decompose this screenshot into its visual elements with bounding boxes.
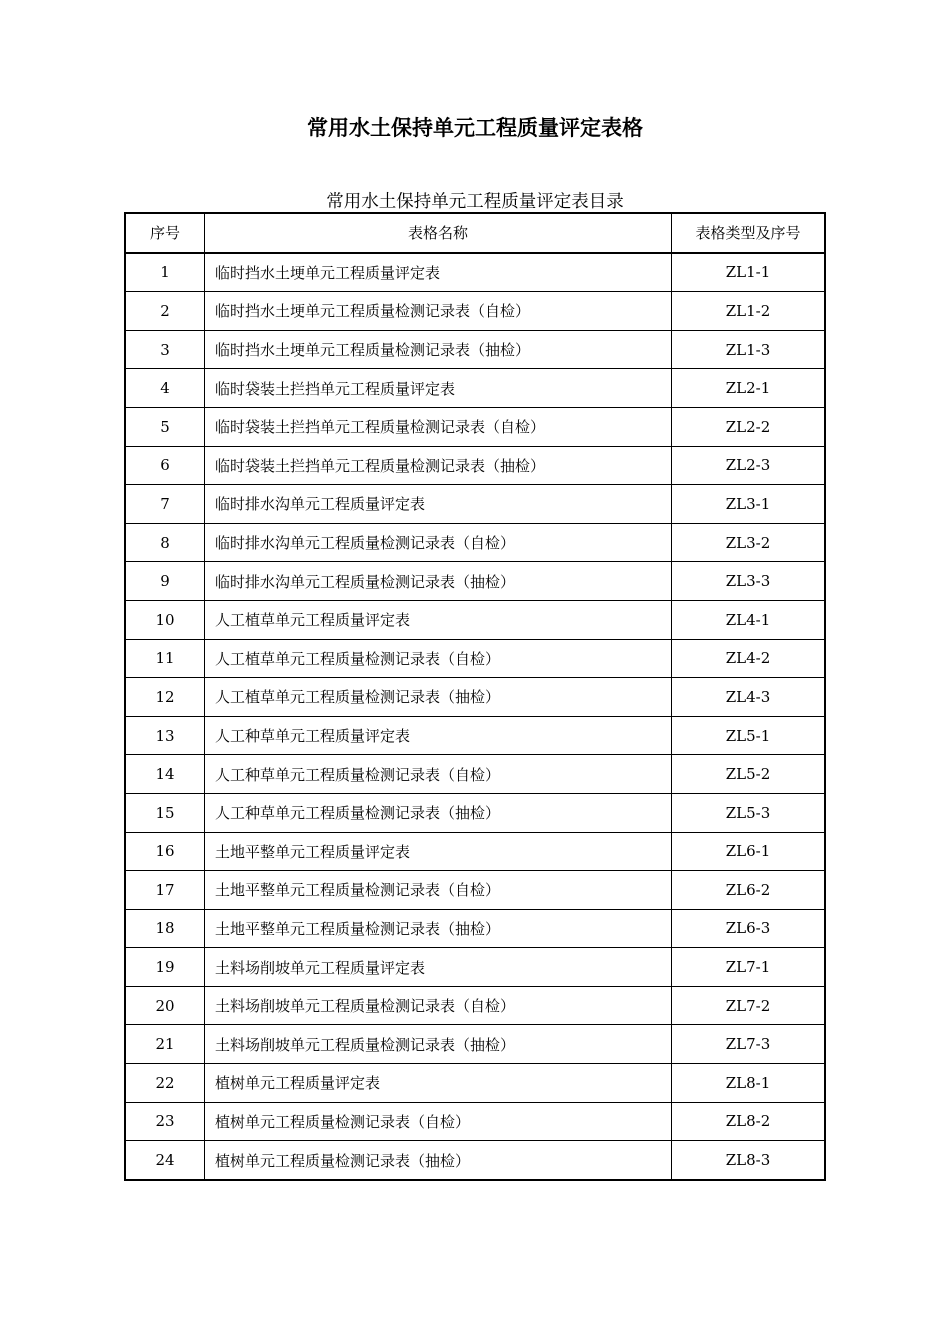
row-form-code: ZL7-1 — [672, 948, 826, 987]
row-serial-number: 20 — [125, 986, 205, 1025]
row-serial-number: 18 — [125, 909, 205, 948]
table-row — [125, 523, 825, 562]
row-serial-number: 23 — [125, 1102, 205, 1141]
row-form-code: ZL7-2 — [672, 986, 826, 1025]
row-form-name: 人工植草单元工程质量评定表 — [205, 600, 672, 639]
row-form-name: 临时袋装土拦挡单元工程质量评定表 — [205, 369, 672, 408]
row-serial-number: 16 — [125, 832, 205, 871]
row-form-code: ZL6-3 — [672, 909, 826, 948]
row-form-code: ZL4-2 — [672, 639, 826, 678]
row-serial-number: 12 — [125, 678, 205, 717]
table-row — [125, 292, 825, 331]
table-header — [125, 213, 825, 253]
row-serial-number: 8 — [125, 523, 205, 562]
table-row — [125, 369, 825, 408]
row-form-name: 临时排水沟单元工程质量检测记录表（抽检） — [205, 562, 672, 601]
table-row — [125, 485, 825, 524]
row-form-name: 土料场削坡单元工程质量检测记录表（抽检） — [205, 1025, 672, 1064]
row-form-name: 土地平整单元工程质量评定表 — [205, 832, 672, 871]
row-serial-number: 19 — [125, 948, 205, 987]
row-form-code: ZL6-2 — [672, 871, 826, 910]
table-caption: 常用水土保持单元工程质量评定表目录 — [326, 192, 624, 212]
row-form-name: 临时袋装土拦挡单元工程质量检测记录表（自检） — [205, 407, 672, 446]
row-form-name: 土料场削坡单元工程质量检测记录表（自检） — [205, 986, 672, 1025]
row-form-code: ZL4-1 — [672, 600, 826, 639]
row-form-name: 临时排水沟单元工程质量检测记录表（自检） — [205, 523, 672, 562]
table-row — [125, 678, 825, 717]
table-row — [125, 909, 825, 948]
row-serial-number: 14 — [125, 755, 205, 794]
row-form-name: 临时挡水土埂单元工程质量检测记录表（抽检） — [205, 330, 672, 369]
table-row — [125, 793, 825, 832]
row-form-code: ZL5-1 — [672, 716, 826, 755]
row-form-code: ZL3-3 — [672, 562, 826, 601]
row-form-code: ZL1-3 — [672, 330, 826, 369]
row-form-name: 人工种草单元工程质量检测记录表（自检） — [205, 755, 672, 794]
table-body — [125, 253, 825, 1180]
row-form-code: ZL8-1 — [672, 1064, 826, 1103]
row-form-name: 临时袋装土拦挡单元工程质量检测记录表（抽检） — [205, 446, 672, 485]
row-form-name: 人工植草单元工程质量检测记录表（自检） — [205, 639, 672, 678]
row-form-name: 植树单元工程质量检测记录表（抽检） — [205, 1141, 672, 1180]
row-form-name: 土料场削坡单元工程质量评定表 — [205, 948, 672, 987]
row-serial-number: 17 — [125, 871, 205, 910]
row-serial-number: 13 — [125, 716, 205, 755]
row-serial-number: 2 — [125, 292, 205, 331]
header-serial-number: 序号 — [125, 213, 205, 253]
table-row — [125, 716, 825, 755]
row-form-code: ZL8-2 — [672, 1102, 826, 1141]
row-serial-number: 6 — [125, 446, 205, 485]
row-serial-number: 11 — [125, 639, 205, 678]
table-row — [125, 253, 825, 292]
table-row — [125, 871, 825, 910]
table-row — [125, 600, 825, 639]
row-serial-number: 21 — [125, 1025, 205, 1064]
row-form-name: 土地平整单元工程质量检测记录表（抽检） — [205, 909, 672, 948]
row-form-code: ZL4-3 — [672, 678, 826, 717]
table-row — [125, 446, 825, 485]
table-row — [125, 1102, 825, 1141]
table-row — [125, 639, 825, 678]
row-form-code: ZL2-2 — [672, 407, 826, 446]
row-form-code: ZL2-1 — [672, 369, 826, 408]
header-form-code: 表格类型及序号 — [672, 213, 826, 253]
table-row — [125, 562, 825, 601]
row-form-code: ZL3-2 — [672, 523, 826, 562]
table-row — [125, 986, 825, 1025]
table-row — [125, 407, 825, 446]
row-serial-number: 7 — [125, 485, 205, 524]
row-form-name: 土地平整单元工程质量检测记录表（自检） — [205, 871, 672, 910]
row-form-code: ZL8-3 — [672, 1141, 826, 1180]
row-serial-number: 22 — [125, 1064, 205, 1103]
row-form-name: 人工种草单元工程质量评定表 — [205, 716, 672, 755]
row-serial-number: 15 — [125, 793, 205, 832]
row-form-code: ZL1-2 — [672, 292, 826, 331]
row-form-code: ZL2-3 — [672, 446, 826, 485]
row-serial-number: 9 — [125, 562, 205, 601]
row-form-code: ZL1-1 — [672, 253, 826, 292]
table-row — [125, 948, 825, 987]
row-form-code: ZL5-3 — [672, 793, 826, 832]
row-form-name: 人工植草单元工程质量检测记录表（抽检） — [205, 678, 672, 717]
row-form-name: 人工种草单元工程质量检测记录表（抽检） — [205, 793, 672, 832]
header-row — [125, 213, 825, 253]
row-form-name: 临时排水沟单元工程质量评定表 — [205, 485, 672, 524]
row-form-name: 植树单元工程质量检测记录表（自检） — [205, 1102, 672, 1141]
row-form-code: ZL7-3 — [672, 1025, 826, 1064]
row-form-name: 临时挡水土埂单元工程质量检测记录表（自检） — [205, 292, 672, 331]
table-row — [125, 1025, 825, 1064]
table-row — [125, 1141, 825, 1180]
row-form-name: 植树单元工程质量评定表 — [205, 1064, 672, 1103]
row-serial-number: 10 — [125, 600, 205, 639]
row-serial-number: 5 — [125, 407, 205, 446]
row-serial-number: 3 — [125, 330, 205, 369]
header-form-name: 表格名称 — [205, 213, 672, 253]
table-row — [125, 1064, 825, 1103]
catalog-table — [124, 212, 826, 1181]
document-title: 常用水土保持单元工程质量评定表格 — [307, 116, 643, 140]
row-form-code: ZL5-2 — [672, 755, 826, 794]
row-form-name: 临时挡水土埂单元工程质量评定表 — [205, 253, 672, 292]
row-serial-number: 4 — [125, 369, 205, 408]
table-row — [125, 755, 825, 794]
table-row — [125, 832, 825, 871]
row-form-code: ZL6-1 — [672, 832, 826, 871]
row-form-code: ZL3-1 — [672, 485, 826, 524]
table-row — [125, 330, 825, 369]
row-serial-number: 24 — [125, 1141, 205, 1180]
row-serial-number: 1 — [125, 253, 205, 292]
